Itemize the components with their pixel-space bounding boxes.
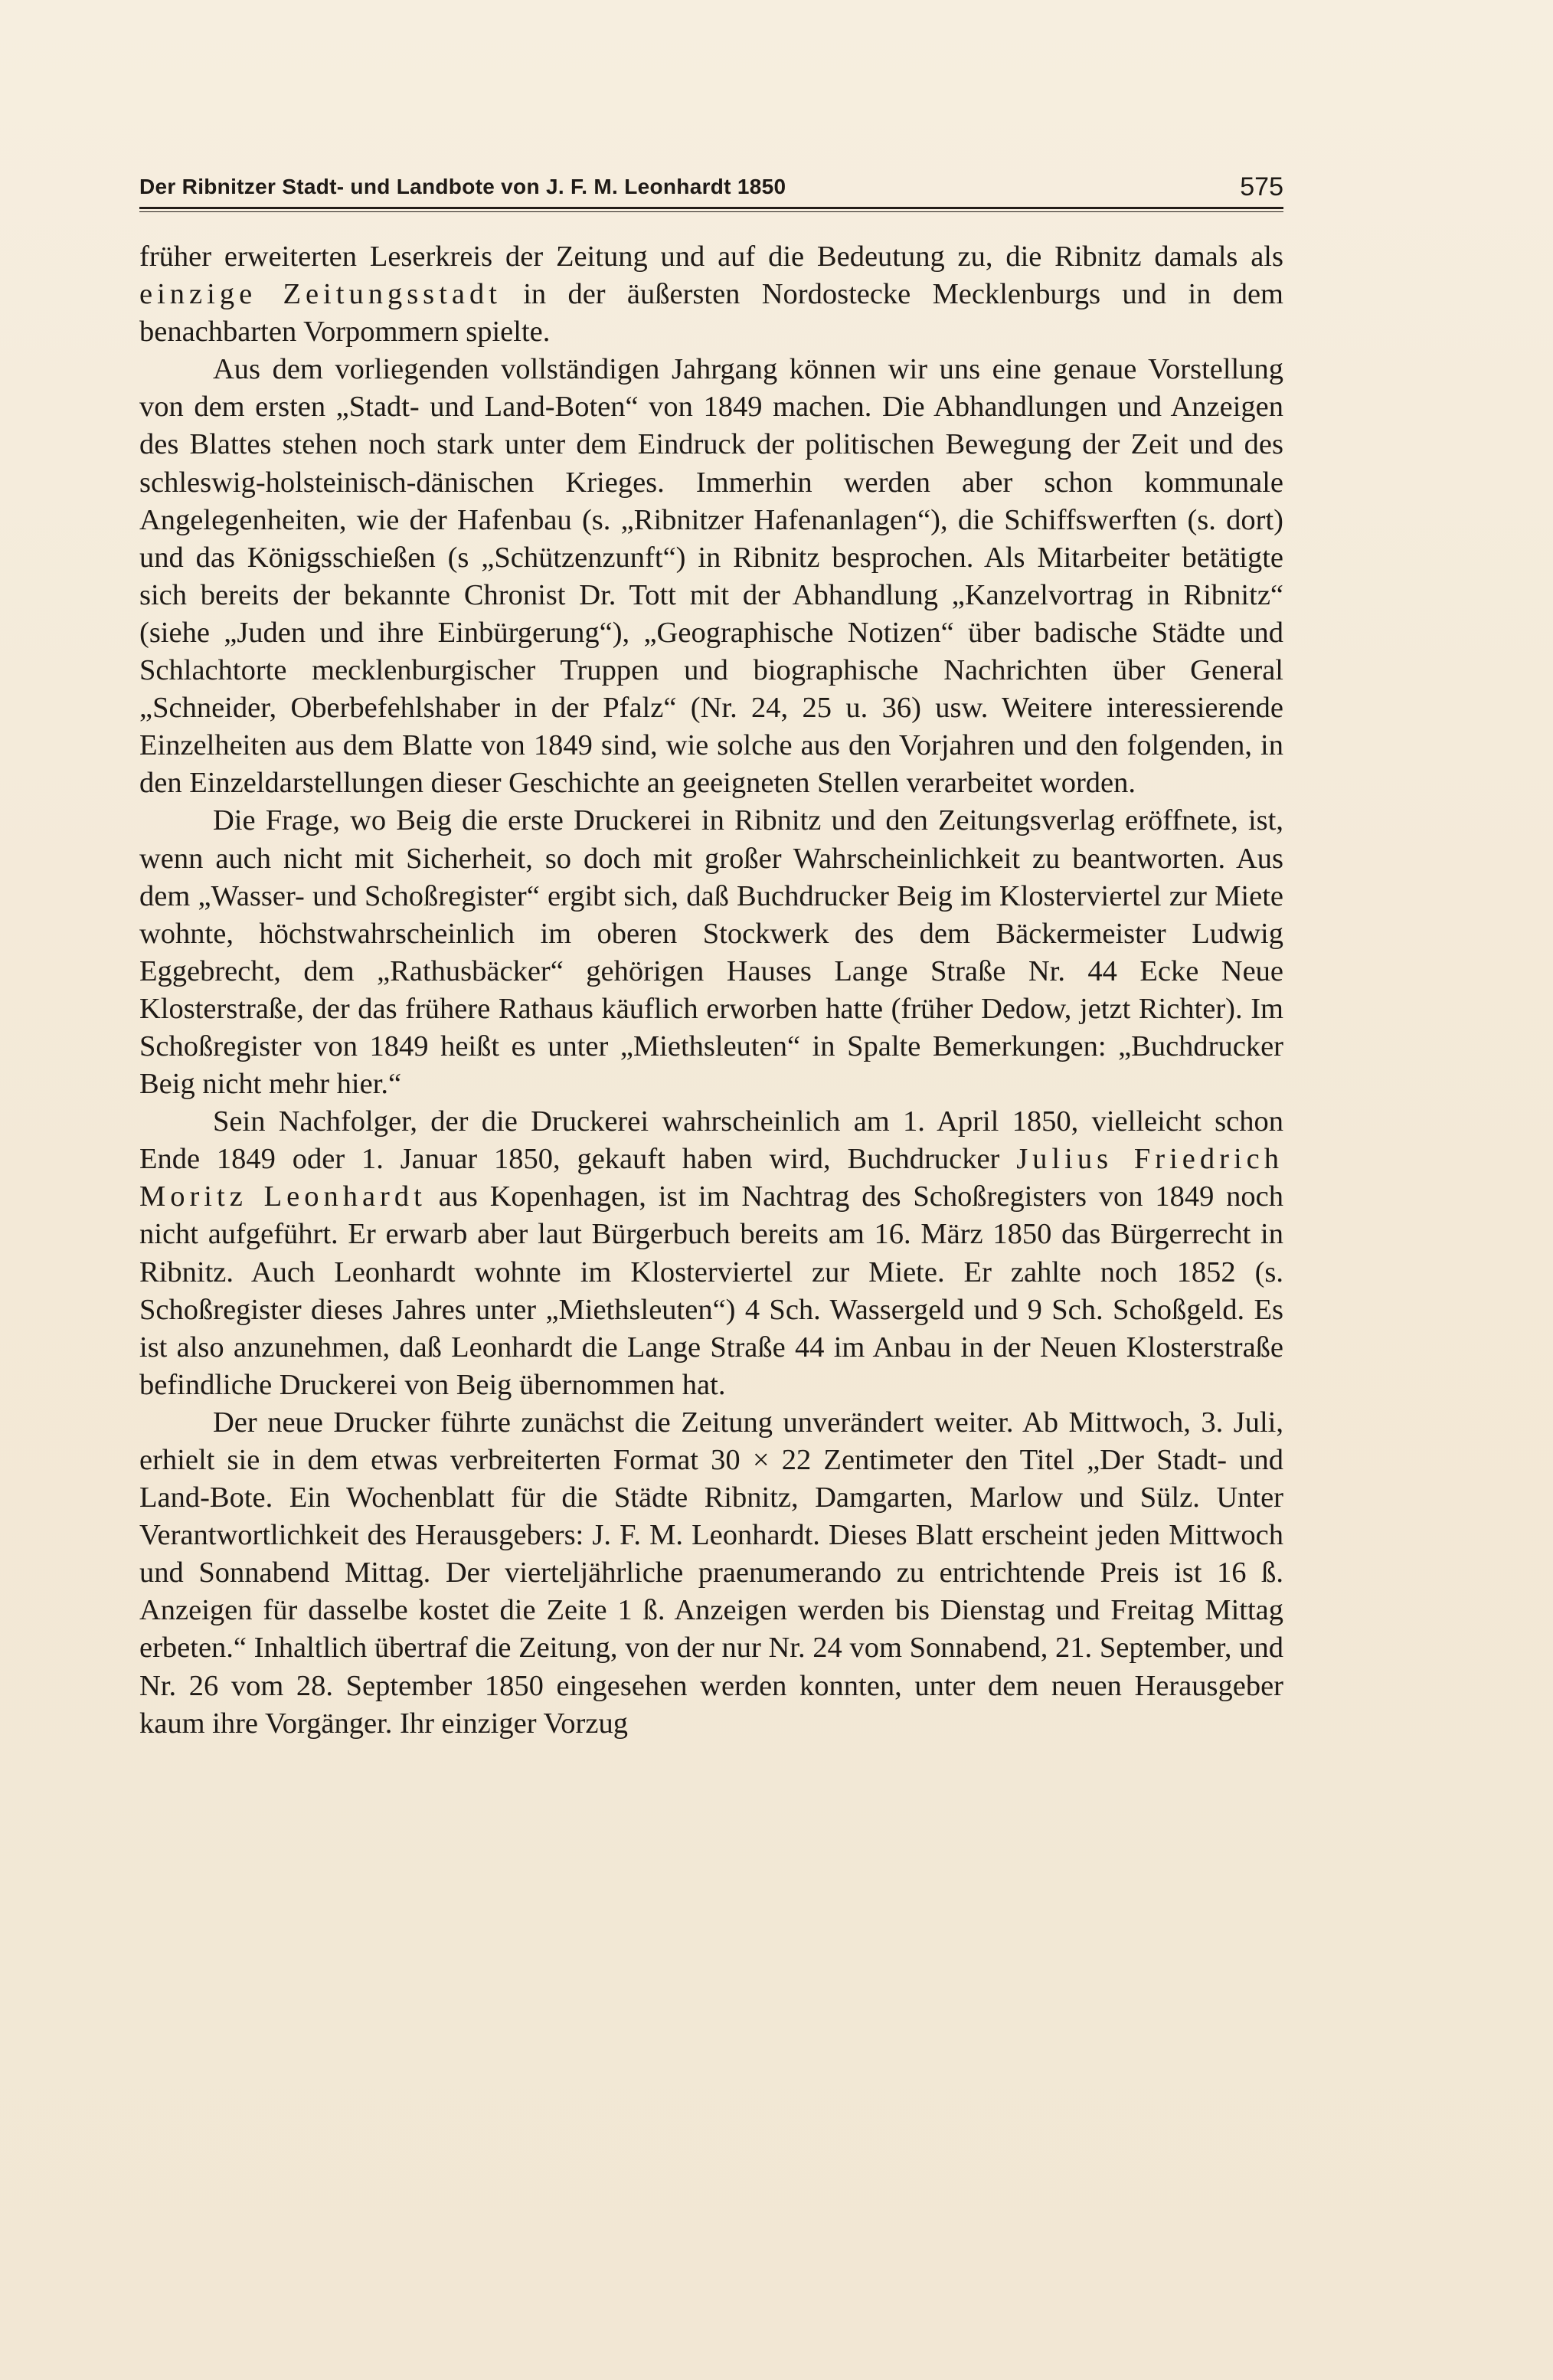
header-rule [139,207,1283,209]
text-run: aus Kopenhagen, ist im Nachtrag des Schoßregisters von 1849 noch nicht aufgeführt. Er erwarb aber laut Bürgerbuch bereits am 16. März 1850 das Bürgerrecht in Ribnitz. Auch Leonhardt wohnte im Klosterviertel zur Miete. Er zahlte noch 1852 (s. Schoßregister dieses Jahres unter „Miethsleuten“) 4 Sch. Wassergeld und 9 Sch. Schoßgeld. Es ist also anzunehmen, daß Leonhardt die Lange Straße 44 im Anbau in der Neuen Klosterstraße befindliche Druckerei von Beig übernommen hat. [139,1180,1283,1401]
text-run: Sein Nachfolger, der die Druckerei wahrscheinlich am 1. April 1850, vielleicht schon Ende 1849 oder 1. Januar 1850, gekauft haben wird, Buchdrucker [139,1105,1283,1176]
page-header [139,161,1283,204]
text-run: Der neue Drucker führte zunächst die Zeitung unverändert weiter. Ab Mittwoch, 3. Juli, erhielt sie in dem etwas verbreiterten Format 30 × 22 Zentimeter den Titel „Der Stadt- und Land-Bote. Ein Wochenblatt für die Städte Ribnitz, Damgarten, Marlow und Sülz. Unter Verantwortlichkeit des Herausgebers: J. F. M. Leonhardt. Dieses Blatt erscheint jeden Mittwoch und Sonnabend Mittag. Der vierteljährliche praenumerando zu entrichtende Preis ist 16 ß. Anzeigen für dasselbe kostet die Zeite 1 ß. Anzeigen werden bis Dienstag und Freitag Mittag erbeten.“ Inhaltlich übertraf die Zeitung, von der nur Nr. 24 vom Sonnabend, 21. September, und Nr. 26 vom 28. September 1850 eingesehen werden konnten, unter dem neuen Herausgeber kaum ihre Vorgänger. Ihr einziger Vorzug [139,1406,1283,1740]
text-run: Aus dem vorliegenden vollständigen Jahrgang können wir uns eine genaue Vorstellung von dem ersten „Stadt- und Land-Boten“ von 1849 machen. Die Abhandlungen und Anzeigen des Blattes stehen noch stark unter dem Eindruck der politischen Bewegung der Zeit und des schleswig-holsteinisch-dänischen Krieges. Immerhin werden aber schon kommunale Angelegenheiten, wie der Hafenbau (s. „Ribnitzer Hafenanlagen“), die Schiffswerften (s. dort) und das Königsschießen (s „Schützenzunft“) in Ribnitz besprochen. Als Mitarbeiter betätigte sich bereits der bekannte Chronist Dr. Tott mit der Abhandlung „Kanzelvortrag in Ribnitz“ (siehe „Juden und ihre Einbürgerung“), „Geographische Notizen“ über badische Städte und Schlachtorte mecklenburgischer Truppen und biographische Nachrichten über General „Schneider, Oberbefehlshaber in der Pfalz“ (Nr. 24, 25 u. 36) usw. Weitere interessierende Einzelheiten aus dem Blatte von 1849 sind, wie solche aus den Vorjahren und den folgenden, in den Einzeldarstellungen dieser Geschichte an geeigneten Stellen verarbeitet worden. [139,353,1283,800]
text-run: in der äußersten Nordostecke Mecklenburgs und in dem benachbarten Vorpommern spielte. [139,278,1283,349]
paragraph [139,238,1283,351]
spaced-emphasis: einzige Zeitungsstadt [139,278,502,311]
text-run: früher erweiterten Leserkreis der Zeitung und auf die Bedeutung zu, die Ribnitz damals als [139,241,1283,273]
header-rule-thin [139,211,1283,212]
paragraph [139,1103,1283,1404]
paragraph [139,802,1283,1103]
page-number: 575 [1240,172,1283,201]
book-page [139,161,1283,2336]
spaced-emphasis: Julius Friedrich Moritz Leonhardt [139,1143,1283,1213]
body-text [139,238,1283,1743]
paragraph [139,1404,1283,1743]
paragraph [139,351,1283,802]
running-title: Der Ribnitzer Stadt- und Landbote von J. F. M. Leonhardt 1850 [139,175,786,198]
text-run: Die Frage, wo Beig die erste Druckerei in Ribnitz und den Zeitungsverlag eröffnete, ist, wenn auch nicht mit Sicherheit, so doch mit großer Wahrscheinlichkeit zu beantworten. Aus dem „Wasser- und Schoßregister“ ergibt sich, daß Buchdrucker Beig im Klosterviertel zur Miete wohnte, höchstwahrscheinlich im oberen Stockwerk des dem Bäckermeister Ludwig Eggebrecht, dem „Rathusbäcker“ gehörigen Hauses Lange Straße Nr. 44 Ecke Neue Klosterstraße, der das frühere Rathaus käuflich erworben hatte (früher Dedow, jetzt Richter). Im Schoßregister von 1849 heißt es unter „Miethsleuten“ in Spalte Bemerkungen: „Buchdrucker Beig nicht mehr hier.“ [139,804,1283,1101]
